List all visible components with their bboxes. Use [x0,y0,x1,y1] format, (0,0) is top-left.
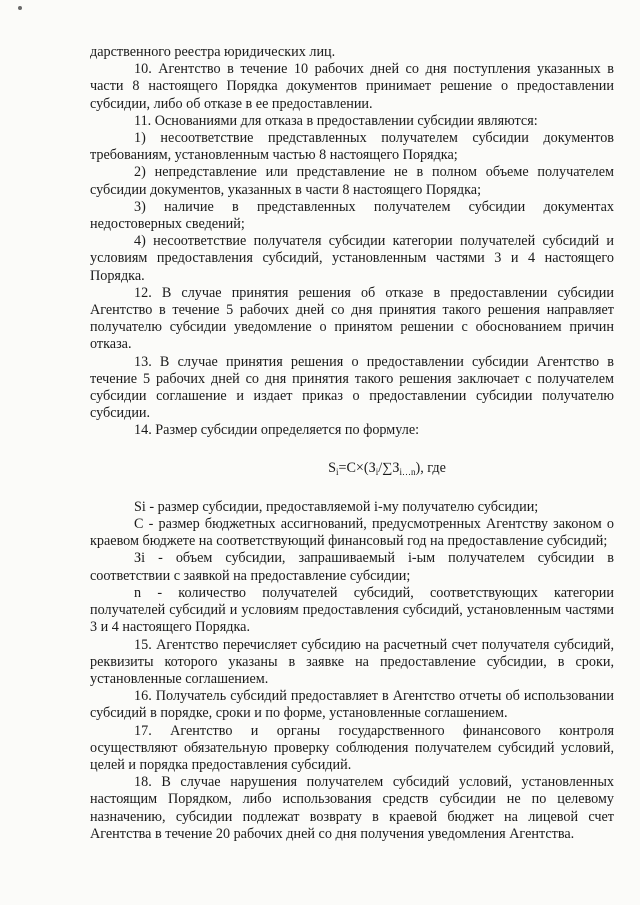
paragraph-13: 13. В случае принятия решения о предоставлении субсидии Агентство в течение 5 рабочих дней со дня принятия такого решения заключает с получателем субсидии соглашение и издает приказ о предоставлении субсидии получателю субсидии. [90,353,614,422]
formula-mid: =C×(З [338,459,376,476]
formula-tail: ), где [415,459,446,476]
paragraph-15: 15. Агентство перечисляет субсидию на расчетный счет получателя субсидий, реквизиты которого указаны в заявке на предоставление субсидии, в сроки, установленные соглашением. [90,636,614,687]
formula-mid-sub: i [375,466,379,477]
formula-lhs: S [328,459,336,476]
subsidy-formula [90,460,614,477]
paragraph-14: 14. Размер субсидии определяется по формуле: [134,422,420,439]
paragraph-12: 12. В случае принятия решения об отказе в предоставлении субсидии Агентство в течение 5 рабочих дней со дня принятия такого решения направляет получателю субсидии уведомление о принятом решении с обоснованием причин отказа. [90,284,614,353]
paragraph-10: 10. Агентство в течение 10 рабочих дней со дня поступления указанных в части 8 настоящего Порядка документов принимает решение о предоставлении субсидии, либо об отказе в ее предоставлении. [90,61,614,112]
formula-sum: /∑З [378,459,400,476]
list-item-1: 1) несоответствие представленных получателем субсидии документов требованиям, установленным частью 8 настоящего Порядка; [90,130,614,164]
paragraph-continuation: дарственного реестра юридических лиц. [90,44,336,60]
formula-sum-sub: i…n [399,466,416,477]
paragraph-18: 18. В случае нарушения получателем субсидий условий, установленных настоящим Порядком, либо использования средств субсидии не по целевому назначению, субсидии подлежат возврату в краевой бюджет на лицевой счет Агентства в течение 20 рабочих дней со дня получения уведомления Агентства. [90,774,614,842]
definition-c: С - размер бюджетных ассигнований, предусмотренных Агентству законом о краевом бюджете на соответствующий финансовый год на предоставление субсидий; [90,516,614,550]
definition-si: Si - размер субсидии, предоставляемой i-му получателю субсидии; [134,498,539,515]
list-item-3: 3) наличие в представленных получателем субсидии документах недостоверных сведений; [90,198,614,233]
scan-speck [18,6,22,10]
paragraph-16: 16. Получатель субсидий предоставляет в Агентство отчеты об использовании субсидий в порядке, сроки и по форме, установленные соглашением. [90,688,614,722]
definition-n: n - количество получателей субсидий, соответствующих категории получателей субсидий и условиям предоставления субсидий, установленным частями 3 и 4 настоящего Порядка. [90,584,614,636]
list-item-2: 2) непредставление или представление не в полном объеме получателем субсидии документов, указанных в части 8 настоящего Порядка; [90,164,614,198]
formula-lhs-sub: i [335,466,339,477]
list-item-4: 4) несоответствие получателя субсидии категории получателей субсидий и условиям предоставления субсидий, установленным частями 3 и 4 настоящего Порядка. [90,233,614,284]
definition-zi: Зi - объем субсидии, запрашиваемый i-ым получателем субсидии в соответствии с заявкой на предоставление субсидии; [90,550,614,584]
paragraph-17: 17. Агентство и органы государственного финансового контроля осуществляют обязательную проверку соблюдения получателем субсидий условий, целей и порядка предоставления субсидий. [90,722,614,773]
paragraph-11: 11. Основаниями для отказа в предоставлении субсидии являются: [134,112,538,129]
